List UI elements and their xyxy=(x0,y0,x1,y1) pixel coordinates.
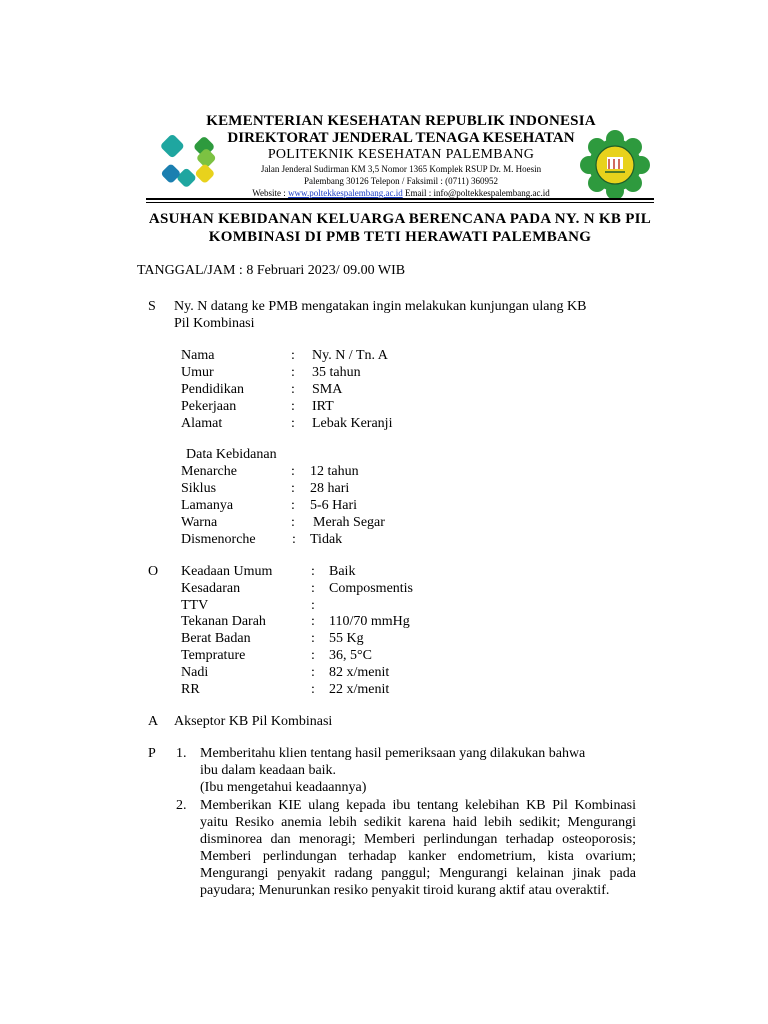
plan-item-number: 1. xyxy=(176,746,187,761)
midwifery-label: Warna xyxy=(181,515,218,530)
plan-item-number: 2. xyxy=(176,798,187,813)
letterhead xyxy=(196,112,606,199)
objective-colon: : xyxy=(311,648,315,663)
objective-value: 55 Kg xyxy=(329,631,364,646)
soap-letter-o: O xyxy=(148,564,159,579)
identity-value: IRT xyxy=(312,399,334,414)
objective-colon: : xyxy=(311,631,315,646)
identity-colon: : xyxy=(291,399,295,414)
soap-letter-s: S xyxy=(148,299,156,314)
midwifery-label: Lamanya xyxy=(181,498,234,513)
objective-label: Temprature xyxy=(181,648,246,663)
assessment-text: Akseptor KB Pil Kombinasi xyxy=(174,714,333,729)
plan-item-1-line-1: Memberitahu klien tentang hasil pemeriksaan yang dilakukan bahwa xyxy=(200,746,586,761)
midwifery-colon: : xyxy=(291,464,295,479)
midwifery-colon: : xyxy=(291,481,295,496)
midwifery-heading: Data Kebidanan xyxy=(186,447,277,462)
identity-colon: : xyxy=(291,365,295,380)
objective-value: Baik xyxy=(329,564,356,579)
midwifery-label: Dismenorche xyxy=(181,532,256,547)
objective-colon: : xyxy=(311,614,315,629)
soap-letter-a: A xyxy=(148,714,159,729)
identity-value: Ny. N / Tn. A xyxy=(312,348,388,363)
identity-value: 35 tahun xyxy=(312,365,361,380)
midwifery-value: Merah Segar xyxy=(313,515,385,530)
midwifery-label: Siklus xyxy=(181,481,217,496)
identity-label: Alamat xyxy=(181,416,223,431)
directorate-name: DIREKTORAT JENDERAL TENAGA KESEHATAN xyxy=(227,130,575,146)
plan-item-1-line-2: ibu dalam keadaan baik. xyxy=(200,763,337,778)
objective-label: Tekanan Darah xyxy=(181,614,266,629)
midwifery-value: 12 tahun xyxy=(310,464,359,479)
address-line-1: Jalan Jenderal Sudirman KM 3,5 Nomor 1365 Komplek RSUP Dr. M. Hoesin xyxy=(260,164,542,174)
email-address: info@poltekkespalembang.ac.id xyxy=(433,188,550,198)
objective-label: Berat Badan xyxy=(181,631,251,646)
title-line-1: ASUHAN KEBIDANAN KELUARGA BERENCANA PADA NY. N KB PIL xyxy=(148,211,652,227)
identity-label: Pendidikan xyxy=(181,382,244,397)
objective-value: 82 x/menit xyxy=(329,665,390,680)
objective-value: 110/70 mmHg xyxy=(329,614,410,629)
objective-value: 22 x/menit xyxy=(329,682,390,697)
midwifery-value: 5-6 Hari xyxy=(310,498,358,513)
objective-colon: : xyxy=(311,682,315,697)
objective-label: Kesadaran xyxy=(181,581,241,596)
website-label: Website : xyxy=(252,188,286,198)
letterhead-rule-thin xyxy=(146,202,654,203)
midwifery-colon: : xyxy=(291,498,295,513)
identity-label: Umur xyxy=(181,365,214,380)
letterhead-rule-thick xyxy=(146,198,654,200)
address-line-2: Palembang 30126 Telepon / Faksimil : (0711) 360952 xyxy=(303,176,499,186)
midwifery-colon: : xyxy=(292,532,296,547)
objective-colon: : xyxy=(311,598,315,613)
plan-item-1-line-3: (Ibu mengetahui keadaannya) xyxy=(200,780,367,795)
midwifery-value: 28 hari xyxy=(310,481,350,496)
objective-label: Nadi xyxy=(181,665,209,680)
identity-colon: : xyxy=(291,382,295,397)
title-line-2: KOMBINASI DI PMB TETI HERAWATI PALEMBANG xyxy=(208,229,592,245)
identity-colon: : xyxy=(291,416,295,431)
objective-label: TTV xyxy=(181,598,209,613)
document-title xyxy=(140,210,660,246)
soap-letter-p: P xyxy=(148,746,156,761)
institution-name: POLITEKNIK KESEHATAN PALEMBANG xyxy=(267,147,535,162)
email-label: Email : xyxy=(404,188,434,198)
identity-label: Nama xyxy=(181,348,215,363)
objective-colon: : xyxy=(311,581,315,596)
objective-value: Composmentis xyxy=(329,581,414,596)
plan-item-2-text: Memberikan KIE ulang kepada ibu tentang kelebihan KB Pil Kombinasi yaitu Resiko anemia lebih sedikit karena haid lebih sedikit; Mengurangi disminorea dan menoragi; Memberi perlindungan terhadap osteoporosis; Memberi perlindungan terhadap kanker endometrium, kista ovarium; Mengurangi penyakit radang panggul; Mengurangi kelainan jinak pada payudara; Menurunkan resiko penyakit tiroid kurang aktif atau overaktif. xyxy=(200,798,636,898)
complaint-line-2: Pil Kombinasi xyxy=(174,316,255,331)
identity-label: Pekerjaan xyxy=(181,399,237,414)
date-time-line: TANGGAL/JAM : 8 Februari 2023/ 09.00 WIB xyxy=(137,263,406,278)
midwifery-colon: : xyxy=(291,515,295,530)
identity-value: Lebak Keranji xyxy=(312,416,393,431)
objective-label: Keadaan Umum xyxy=(181,564,273,579)
objective-colon: : xyxy=(311,564,315,579)
midwifery-value: Tidak xyxy=(310,532,343,547)
identity-colon: : xyxy=(291,348,295,363)
website-link[interactable]: www.poltekkespalembang.ac.id xyxy=(288,188,403,198)
complaint-line-1: Ny. N datang ke PMB mengatakan ingin melakukan kunjungan ulang KB xyxy=(174,299,587,314)
identity-value: SMA xyxy=(312,382,343,397)
objective-colon: : xyxy=(311,665,315,680)
objective-label: RR xyxy=(181,682,200,697)
ministry-name: KEMENTERIAN KESEHATAN REPUBLIK INDONESIA xyxy=(206,113,596,129)
midwifery-label: Menarche xyxy=(181,464,237,479)
objective-value: 36, 5°C xyxy=(329,648,372,663)
